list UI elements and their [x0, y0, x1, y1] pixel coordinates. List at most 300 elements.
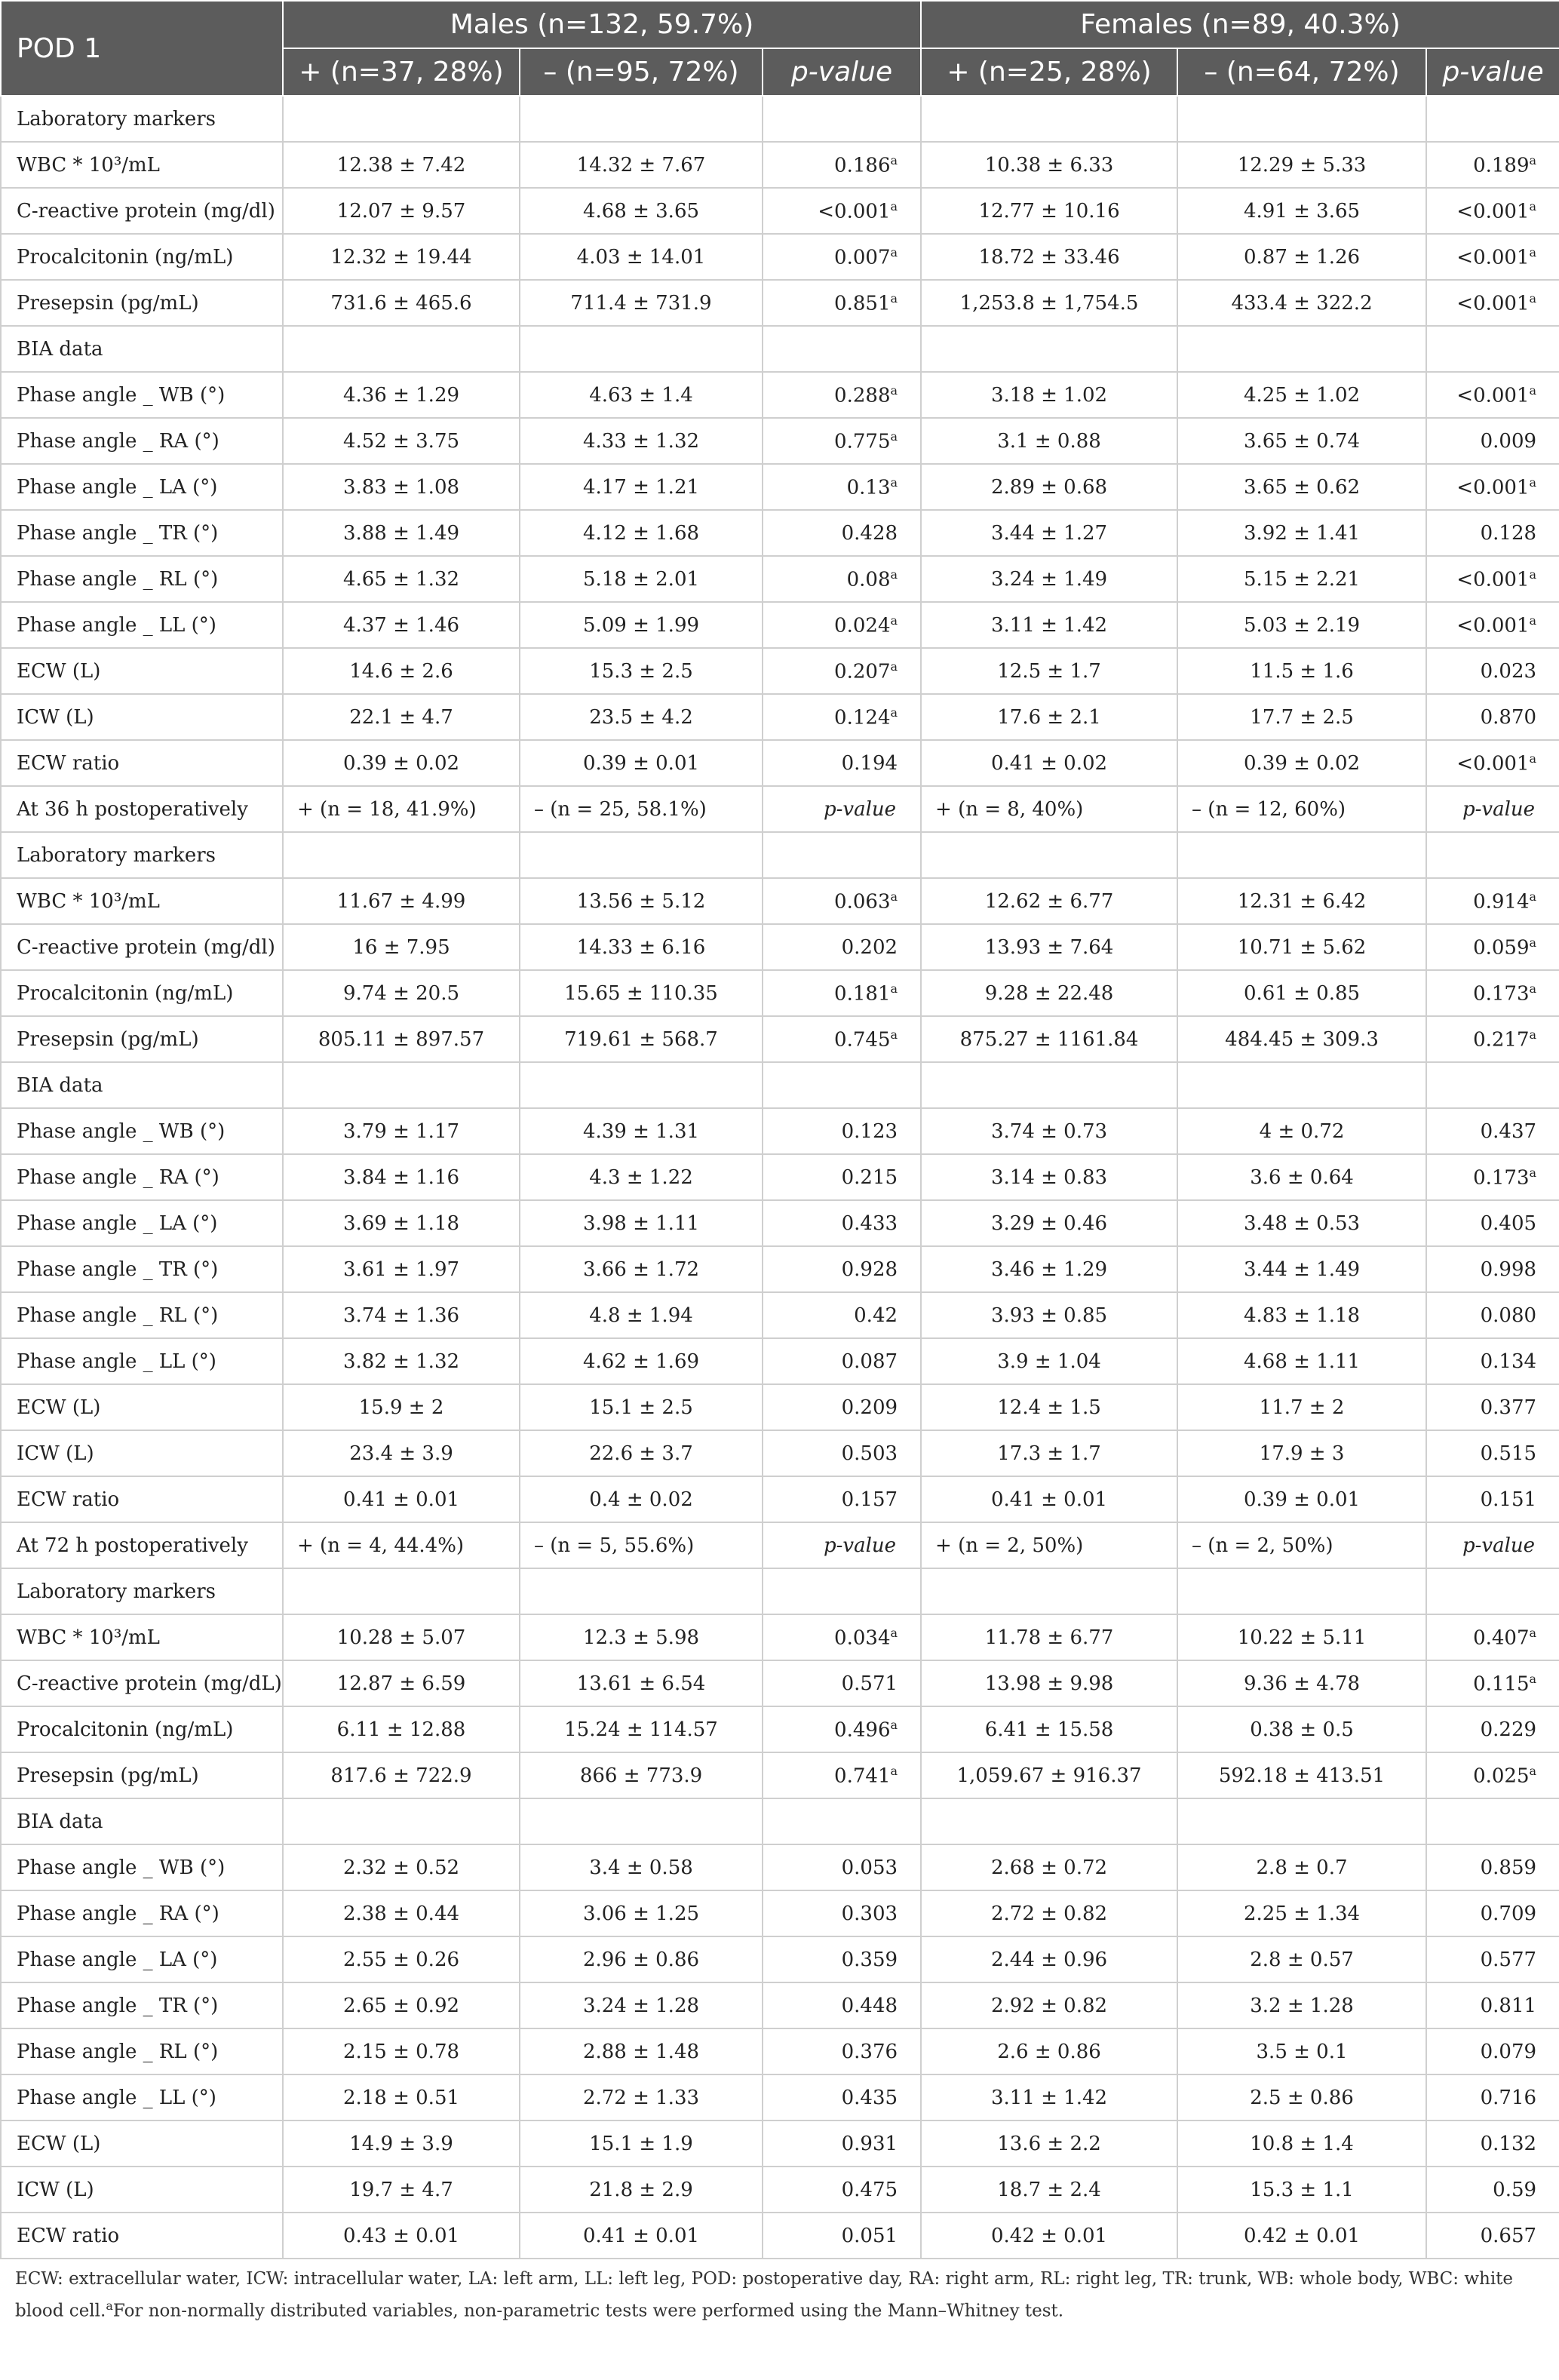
- value-cell: [1177, 1384, 1426, 1430]
- cell-value: 0.59: [1493, 2178, 1537, 2201]
- superscript-note: a: [890, 981, 898, 996]
- empty-cell: [283, 1062, 520, 1108]
- cell-value: <0.001: [1456, 384, 1530, 407]
- cell-value: 10.38 ± 6.33: [984, 153, 1114, 177]
- cell-value: 13.98 ± 9.98: [984, 1672, 1114, 1695]
- value-cell: [1177, 1338, 1426, 1384]
- table-row: [1, 1246, 1559, 1292]
- cell-value: 0.151: [1480, 1488, 1537, 1511]
- pvalue-cell: [763, 280, 921, 326]
- pvalue-cell: [1426, 464, 1559, 510]
- pvalue-cell: [763, 1384, 921, 1430]
- value-cell: [1177, 740, 1426, 786]
- timepoint-group: – (n = 2, 50%): [1177, 1522, 1426, 1568]
- value-cell: [283, 924, 520, 970]
- value-cell: [283, 234, 520, 280]
- table-row: [1, 602, 1559, 648]
- cell-value: 731.6 ± 465.6: [330, 291, 472, 315]
- value-cell: [283, 970, 520, 1016]
- value-cell: [1177, 970, 1426, 1016]
- table-row: [1, 1430, 1559, 1476]
- pvalue-cell: [763, 464, 921, 510]
- value-cell: [921, 372, 1177, 418]
- value-cell: [1177, 1706, 1426, 1752]
- pvalue-cell: [1426, 878, 1559, 924]
- cell-value: 12.87 ± 6.59: [336, 1672, 466, 1695]
- table-row: [1, 510, 1559, 556]
- superscript-note: a: [890, 290, 898, 306]
- superscript-note: a: [890, 152, 898, 167]
- value-cell: [520, 188, 763, 234]
- pvalue-cell: [763, 1476, 921, 1522]
- value-cell: [1177, 1982, 1426, 2028]
- value-cell: [1177, 464, 1426, 510]
- value-cell: [283, 1384, 520, 1430]
- pvalue-cell: [763, 188, 921, 234]
- value-cell: [921, 1982, 1177, 2028]
- table-row: [1, 1154, 1559, 1200]
- header-corner: POD 1: [1, 1, 283, 96]
- table-row: [1, 556, 1559, 602]
- pvalue-cell: [763, 1292, 921, 1338]
- value-cell: [283, 1890, 520, 1936]
- cell-value: <0.001: [1456, 614, 1530, 637]
- row-label: Phase angle _ RA (°): [1, 1890, 283, 1936]
- pvalue-cell: [763, 1430, 921, 1476]
- empty-cell: [921, 832, 1177, 878]
- cell-value: 0.870: [1480, 705, 1537, 729]
- cell-value: 13.56 ± 5.12: [576, 889, 706, 913]
- cell-value: 0.173: [1473, 982, 1530, 1006]
- table-row: [1, 142, 1559, 188]
- timepoint-group: – (n = 25, 58.1%): [520, 786, 763, 832]
- cell-value: 0.059: [1473, 936, 1530, 960]
- empty-cell: [1426, 1568, 1559, 1614]
- cell-value: 3.24 ± 1.49: [990, 567, 1108, 591]
- cell-value: 3.82 ± 1.32: [342, 1350, 460, 1373]
- cell-value: 4.68 ± 1.11: [1243, 1350, 1361, 1373]
- cell-value: 0.009: [1480, 429, 1537, 453]
- timepoint-group: + (n = 8, 40%): [921, 786, 1177, 832]
- table-row: [1, 2167, 1559, 2213]
- cell-value: 13.93 ± 7.64: [984, 935, 1114, 959]
- cell-value: 4.37 ± 1.46: [342, 613, 460, 637]
- value-cell: [283, 1338, 520, 1384]
- pvalue-cell: [1426, 142, 1559, 188]
- cell-value: 4.17 ± 1.21: [582, 475, 700, 499]
- pvalue-cell: [763, 142, 921, 188]
- superscript-note: a: [1529, 1165, 1537, 1180]
- cell-value: 4 ± 0.72: [1259, 1119, 1345, 1143]
- cell-value: 0.115: [1473, 1672, 1530, 1696]
- cell-value: 9.28 ± 22.48: [984, 981, 1114, 1005]
- value-cell: [921, 510, 1177, 556]
- header-sub: p-value: [1426, 48, 1559, 96]
- cell-value: 3.1 ± 0.88: [997, 429, 1101, 453]
- value-cell: [283, 142, 520, 188]
- superscript-note: a: [1529, 1671, 1537, 1686]
- cell-value: 0.229: [1480, 1718, 1537, 1741]
- value-cell: [283, 1752, 520, 1798]
- pvalue-cell: [763, 1108, 921, 1154]
- cell-value: 9.36 ± 4.78: [1243, 1672, 1361, 1695]
- pvalue-cell: [1426, 694, 1559, 740]
- value-cell: [520, 924, 763, 970]
- cell-value: 4.39 ± 1.31: [582, 1119, 700, 1143]
- cell-value: 10.71 ± 5.62: [1237, 935, 1367, 959]
- cell-value: 15.9 ± 2: [358, 1396, 444, 1419]
- cell-value: 0.61 ± 0.85: [1243, 981, 1361, 1005]
- cell-value: 15.1 ± 2.5: [589, 1396, 693, 1419]
- cell-value: 1,059.67 ± 916.37: [956, 1764, 1142, 1787]
- cell-value: 4.65 ± 1.32: [342, 567, 460, 591]
- cell-value: 2.68 ± 0.72: [990, 1856, 1108, 1879]
- cell-value: 12.3 ± 5.98: [582, 1626, 700, 1649]
- value-cell: [520, 740, 763, 786]
- value-cell: [283, 1200, 520, 1246]
- cell-value: 3.24 ± 1.28: [582, 1994, 700, 2017]
- cell-value: 0.42: [854, 1304, 898, 1327]
- cell-value: 22.6 ± 3.7: [589, 1442, 693, 1465]
- cell-value: 23.5 ± 4.2: [589, 705, 693, 729]
- superscript-note: a: [1529, 382, 1537, 398]
- cell-value: 2.72 ± 0.82: [990, 1902, 1108, 1925]
- superscript-note: a: [1529, 751, 1537, 766]
- cell-value: 2.25 ± 1.34: [1243, 1902, 1361, 1925]
- pvalue-cell: [1426, 1476, 1559, 1522]
- value-cell: [283, 1844, 520, 1890]
- cell-value: 0.202: [841, 935, 898, 959]
- pvalue-cell: [763, 1706, 921, 1752]
- table-row: [1, 1660, 1559, 1706]
- cell-value: 1,253.8 ± 1,754.5: [959, 291, 1139, 315]
- pvalue-cell: [1426, 2213, 1559, 2259]
- value-cell: [520, 970, 763, 1016]
- cell-value: 4.33 ± 1.32: [582, 429, 700, 453]
- pvalue-cell: [763, 1200, 921, 1246]
- value-cell: [1177, 1108, 1426, 1154]
- table-row: [1, 1476, 1559, 1522]
- cell-value: 4.83 ± 1.18: [1243, 1304, 1361, 1327]
- section-label: BIA data: [1, 1062, 283, 1108]
- cell-value: 3.2 ± 1.28: [1250, 1994, 1354, 2017]
- pvalue-cell: [763, 1154, 921, 1200]
- pvalue-cell: [763, 1982, 921, 2028]
- cell-value: 484.45 ± 309.3: [1225, 1027, 1379, 1051]
- empty-cell: [520, 326, 763, 372]
- value-cell: [283, 1016, 520, 1062]
- value-cell: [921, 188, 1177, 234]
- table-row: [1, 280, 1559, 326]
- pvalue-cell: [1426, 2028, 1559, 2074]
- cell-value: 3.84 ± 1.16: [342, 1165, 460, 1189]
- row-label: ECW (L): [1, 2121, 283, 2167]
- cell-value: 0.475: [841, 2178, 898, 2201]
- timepoint-row: [1, 1522, 1559, 1568]
- cell-value: 866 ± 773.9: [579, 1764, 703, 1787]
- superscript-note: a: [1529, 474, 1537, 490]
- cell-value: 0.025: [1473, 1764, 1530, 1788]
- row-label: C-reactive protein (mg/dL): [1, 1660, 283, 1706]
- value-cell: [283, 1154, 520, 1200]
- value-cell: [283, 878, 520, 924]
- cell-value: 14.6 ± 2.6: [349, 659, 453, 683]
- table-row: [1, 2028, 1559, 2074]
- table-row: [1, 1108, 1559, 1154]
- cell-value: 15.24 ± 114.57: [564, 1718, 718, 1741]
- cell-value: 805.11 ± 897.57: [318, 1027, 485, 1051]
- table-row: [1, 924, 1559, 970]
- cell-value: 12.29 ± 5.33: [1237, 153, 1367, 177]
- cell-value: 3.11 ± 1.42: [990, 613, 1108, 637]
- pvalue-cell: [1426, 1752, 1559, 1798]
- row-label: Phase angle _ TR (°): [1, 510, 283, 556]
- table-row: [1, 1614, 1559, 1660]
- cell-value: 2.38 ± 0.44: [342, 1902, 460, 1925]
- superscript-note: a: [890, 474, 898, 490]
- cell-value: 2.92 ± 0.82: [990, 1994, 1108, 2017]
- pvalue-cell: [1426, 1108, 1559, 1154]
- row-label: Presepsin (pg/mL): [1, 1016, 283, 1062]
- pvalue-cell: [1426, 1292, 1559, 1338]
- value-cell: [520, 418, 763, 464]
- footnote-text-2: For non-normally distributed variables, non-parametric tests were performed using the Mann–Whitney test.: [112, 2301, 1064, 2321]
- table-row: [1, 1706, 1559, 1752]
- timepoint-pvalue-header: p-value: [763, 1522, 921, 1568]
- cell-value: 3.44 ± 1.49: [1243, 1258, 1361, 1281]
- header-males: Males (n=132, 59.7%): [283, 1, 921, 48]
- table-row: [1, 188, 1559, 234]
- table-row: [1, 234, 1559, 280]
- pvalue-cell: [763, 924, 921, 970]
- cell-value: 14.32 ± 7.67: [576, 153, 706, 177]
- value-cell: [283, 2167, 520, 2213]
- cell-value: 0.186: [834, 154, 891, 177]
- row-label: ECW ratio: [1, 1476, 283, 1522]
- value-cell: [520, 1154, 763, 1200]
- superscript-note: a: [890, 659, 898, 674]
- empty-cell: [1426, 96, 1559, 142]
- section-label: BIA data: [1, 1798, 283, 1844]
- table-row: [1, 1200, 1559, 1246]
- value-cell: [921, 1430, 1177, 1476]
- cell-value: 2.8 ± 0.7: [1256, 1856, 1348, 1879]
- cell-value: 0.217: [1473, 1028, 1530, 1052]
- empty-cell: [283, 1798, 520, 1844]
- pvalue-cell: [1426, 280, 1559, 326]
- value-cell: [921, 1292, 1177, 1338]
- cell-value: 5.03 ± 2.19: [1243, 613, 1361, 637]
- cell-value: 0.173: [1473, 1166, 1530, 1190]
- empty-cell: [283, 96, 520, 142]
- value-cell: [1177, 1430, 1426, 1476]
- empty-cell: [520, 1568, 763, 1614]
- superscript-note: a: [1529, 935, 1537, 950]
- superscript-note: a: [890, 889, 898, 904]
- value-cell: [921, 694, 1177, 740]
- value-cell: [921, 970, 1177, 1016]
- value-cell: [1177, 418, 1426, 464]
- empty-cell: [520, 1062, 763, 1108]
- cell-value: 0.359: [841, 1948, 898, 1971]
- table-body: [1, 96, 1559, 2259]
- cell-value: 0.405: [1480, 1211, 1537, 1235]
- pvalue-cell: [763, 740, 921, 786]
- pvalue-cell: [763, 1246, 921, 1292]
- value-cell: [520, 694, 763, 740]
- pvalue-cell: [763, 602, 921, 648]
- value-cell: [283, 1982, 520, 2028]
- pvalue-cell: [763, 1016, 921, 1062]
- value-cell: [283, 464, 520, 510]
- cell-value: 17.6 ± 2.1: [997, 705, 1101, 729]
- cell-value: 4.03 ± 14.01: [576, 245, 706, 269]
- cell-value: 11.78 ± 6.77: [984, 1626, 1114, 1649]
- cell-value: <0.001: [1456, 246, 1530, 269]
- table-row: [1, 648, 1559, 694]
- pvalue-cell: [1426, 234, 1559, 280]
- cell-value: 0.063: [834, 890, 891, 914]
- empty-cell: [1177, 326, 1426, 372]
- cell-value: 0.123: [841, 1119, 898, 1143]
- value-cell: [520, 2121, 763, 2167]
- value-cell: [921, 1936, 1177, 1982]
- value-cell: [520, 372, 763, 418]
- cell-value: 3.69 ± 1.18: [342, 1211, 460, 1235]
- value-cell: [1177, 372, 1426, 418]
- row-label: Phase angle _ WB (°): [1, 1108, 283, 1154]
- cell-value: 0.08: [846, 568, 891, 591]
- cell-value: 0.181: [834, 982, 891, 1006]
- cell-value: 0.657: [1480, 2224, 1537, 2247]
- superscript-note: a: [1529, 889, 1537, 904]
- empty-cell: [520, 96, 763, 142]
- cell-value: 18.72 ± 33.46: [978, 245, 1120, 269]
- section-row: [1, 832, 1559, 878]
- value-cell: [520, 602, 763, 648]
- cell-value: 4.62 ± 1.69: [582, 1350, 700, 1373]
- value-cell: [921, 142, 1177, 188]
- pvalue-cell: [763, 1660, 921, 1706]
- cell-value: 3.79 ± 1.17: [342, 1119, 460, 1143]
- timepoint-group: – (n = 12, 60%): [1177, 786, 1426, 832]
- cell-value: 0.811: [1480, 1994, 1537, 2017]
- cell-value: 3.29 ± 0.46: [990, 1211, 1108, 1235]
- superscript-note: a: [890, 1717, 898, 1732]
- cell-value: 0.745: [834, 1028, 891, 1052]
- value-cell: [283, 1614, 520, 1660]
- value-cell: [921, 280, 1177, 326]
- cell-value: 3.6 ± 0.64: [1250, 1165, 1354, 1189]
- superscript-note: a: [1529, 1027, 1537, 1042]
- pvalue-cell: [1426, 648, 1559, 694]
- value-cell: [921, 556, 1177, 602]
- cell-value: 4.36 ± 1.29: [342, 383, 460, 407]
- row-label: Presepsin (pg/mL): [1, 1752, 283, 1798]
- value-cell: [520, 1844, 763, 1890]
- cell-value: 0.39 ± 0.02: [342, 751, 460, 775]
- value-cell: [1177, 648, 1426, 694]
- cell-value: 6.11 ± 12.88: [336, 1718, 466, 1741]
- cell-value: <0.001: [1456, 752, 1530, 775]
- value-cell: [283, 372, 520, 418]
- value-cell: [283, 602, 520, 648]
- cell-value: 0.087: [841, 1350, 898, 1373]
- cell-value: 0.741: [834, 1764, 891, 1788]
- cell-value: 10.22 ± 5.11: [1237, 1626, 1367, 1649]
- value-cell: [1177, 556, 1426, 602]
- timepoint-pvalue-header: p-value: [763, 786, 921, 832]
- empty-cell: [763, 832, 921, 878]
- cell-value: 18.7 ± 2.4: [997, 2178, 1101, 2201]
- table-row: [1, 1752, 1559, 1798]
- table-row: [1, 878, 1559, 924]
- value-cell: [520, 1016, 763, 1062]
- cell-value: 0.132: [1480, 2132, 1537, 2155]
- cell-value: 4.63 ± 1.4: [589, 383, 693, 407]
- cell-value: 17.9 ± 3: [1259, 1442, 1345, 1465]
- pvalue-cell: [763, 694, 921, 740]
- table-row: [1, 2121, 1559, 2167]
- cell-value: 0.998: [1480, 1258, 1537, 1281]
- cell-value: 12.31 ± 6.42: [1237, 889, 1367, 913]
- empty-cell: [1177, 1062, 1426, 1108]
- cell-value: 2.88 ± 1.48: [582, 2040, 700, 2063]
- value-cell: [520, 464, 763, 510]
- cell-value: 2.8 ± 0.57: [1250, 1948, 1354, 1971]
- cell-value: 3.9 ± 1.04: [997, 1350, 1101, 1373]
- value-cell: [520, 1384, 763, 1430]
- pvalue-cell: [763, 510, 921, 556]
- value-cell: [921, 2028, 1177, 2074]
- value-cell: [921, 418, 1177, 464]
- row-label: ICW (L): [1, 694, 283, 740]
- value-cell: [1177, 2074, 1426, 2121]
- pvalue-cell: [1426, 1384, 1559, 1430]
- cell-value: 9.74 ± 20.5: [342, 981, 460, 1005]
- cell-value: 0.023: [1480, 659, 1537, 683]
- table-row: [1, 372, 1559, 418]
- empty-cell: [921, 1798, 1177, 1844]
- value-cell: [921, 648, 1177, 694]
- cell-value: 0.128: [1480, 521, 1537, 545]
- superscript-note: a: [1529, 613, 1537, 628]
- empty-cell: [1426, 1798, 1559, 1844]
- cell-value: 15.3 ± 1.1: [1250, 2178, 1354, 2201]
- cell-value: 817.6 ± 722.9: [330, 1764, 472, 1787]
- cell-value: 0.41 ± 0.01: [990, 1488, 1108, 1511]
- cell-value: 11.5 ± 1.6: [1250, 659, 1354, 683]
- section-label: BIA data: [1, 326, 283, 372]
- table-row: [1, 1292, 1559, 1338]
- value-cell: [1177, 1292, 1426, 1338]
- pvalue-cell: [763, 1844, 921, 1890]
- timepoint-group: + (n = 4, 44.4%): [283, 1522, 520, 1568]
- pvalue-cell: [1426, 418, 1559, 464]
- cell-value: 0.051: [841, 2224, 898, 2247]
- value-cell: [1177, 510, 1426, 556]
- value-cell: [921, 1476, 1177, 1522]
- value-cell: [921, 1338, 1177, 1384]
- empty-cell: [921, 1568, 1177, 1614]
- cell-value: 3.93 ± 0.85: [990, 1304, 1108, 1327]
- value-cell: [283, 1430, 520, 1476]
- value-cell: [520, 280, 763, 326]
- value-cell: [520, 1476, 763, 1522]
- cell-value: 16 ± 7.95: [352, 935, 450, 959]
- cell-value: 2.5 ± 0.86: [1250, 2086, 1354, 2109]
- pvalue-cell: [763, 1338, 921, 1384]
